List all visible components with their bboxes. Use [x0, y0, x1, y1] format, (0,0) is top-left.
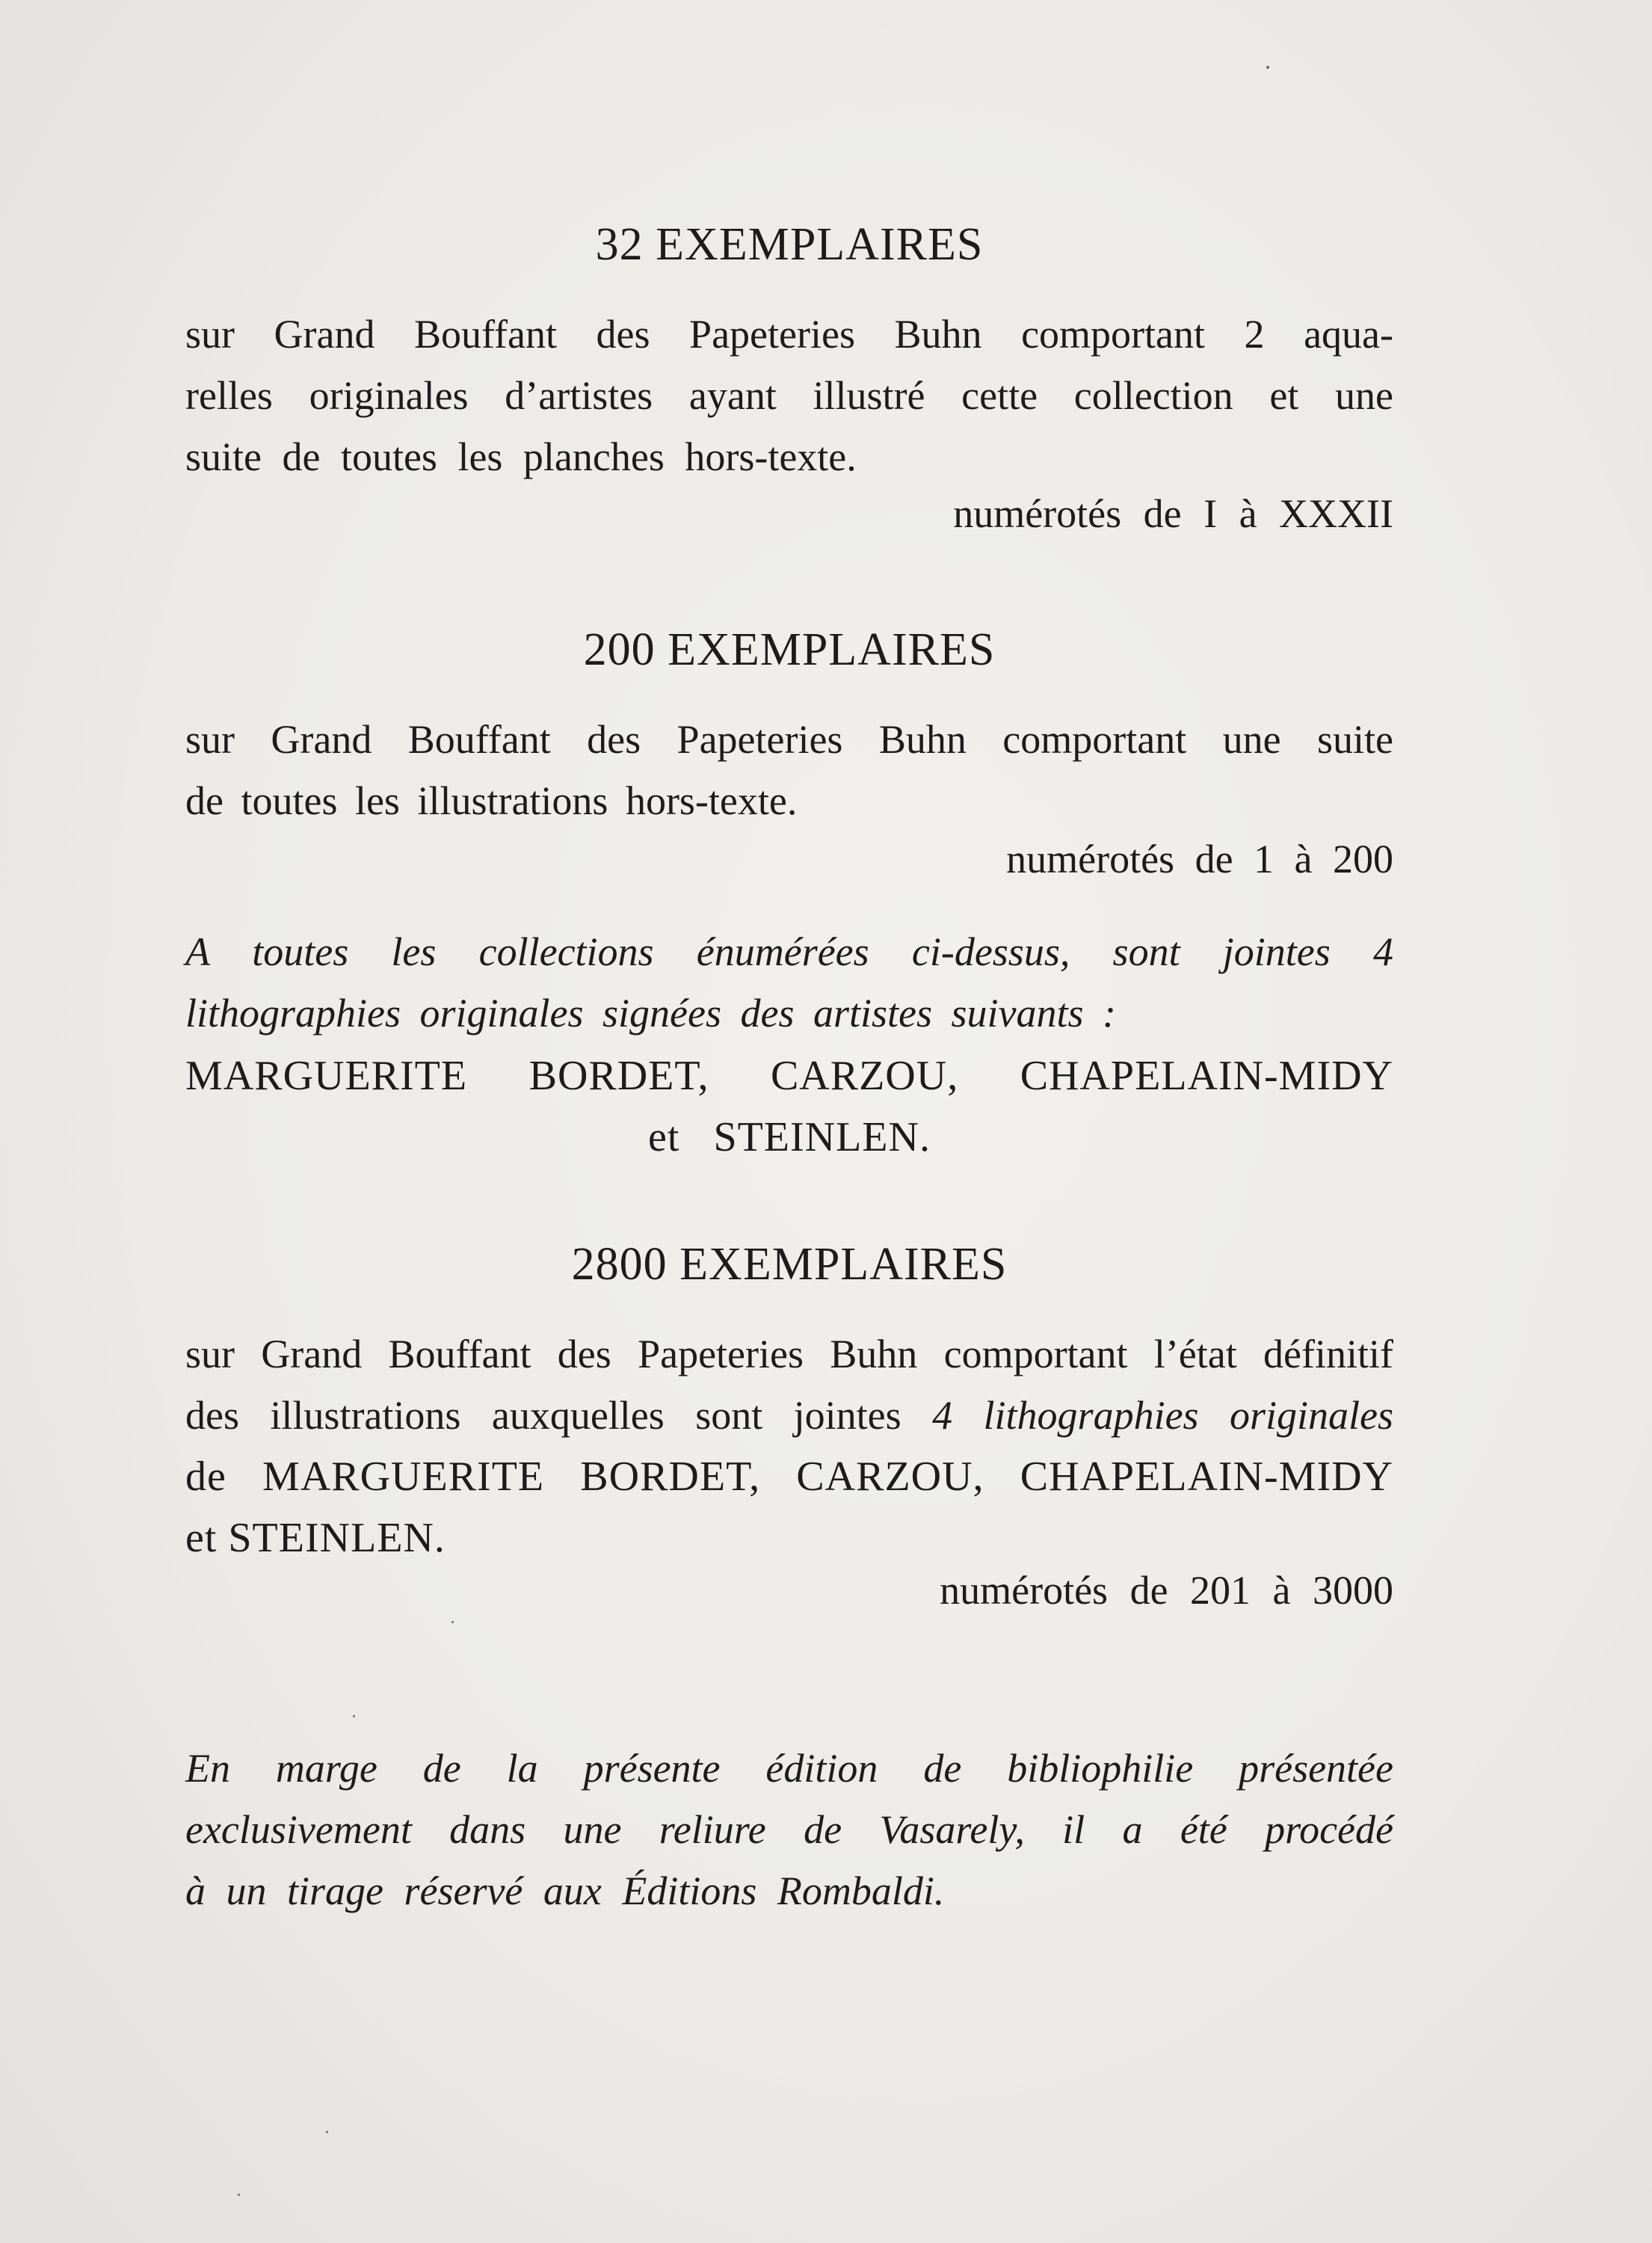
artists-line: de MARGUERITE BORDET, CARZOU, CHAPELAIN-MIDY: [185, 1453, 1393, 1500]
numbering-200: numérotés de 1 à 200: [1006, 837, 1393, 881]
body-line: sur Grand Bouffant des Papeteries Buhn comportant une suite: [185, 717, 1393, 762]
body-line: sur Grand Bouffant des Papeteries Buhn comportant 2 aqua-: [185, 312, 1393, 357]
body-text: des illustrations auxquelles sont jointes: [185, 1393, 901, 1438]
body-line: suite de toutes les planches hors-texte.: [185, 434, 857, 479]
body-line: sur Grand Bouffant des Papeteries Buhn comportant l’état définitif: [185, 1332, 1393, 1376]
paper-speck: [238, 2194, 240, 2196]
artists-line: et STEINLEN.: [648, 1114, 931, 1160]
italic-line: En marge de la présente édition de bibliophilie présentée: [185, 1746, 1393, 1791]
numbering-2800: numérotés de 201 à 3000: [940, 1568, 1393, 1613]
section-body-200: [185, 709, 1393, 831]
section-heading-32: 32 EXEMPLAIRES: [595, 219, 984, 270]
section-heading-2800: 2800 EXEMPLAIRES: [571, 1239, 1008, 1290]
paper-speck: [1266, 66, 1269, 69]
italic-line: lithographies originales signées des artistes suivants :: [185, 991, 1116, 1036]
section-body-32: [185, 304, 1393, 487]
section-heading-200: 200 EXEMPLAIRES: [583, 624, 996, 675]
body-line: [185, 1385, 1393, 1446]
closing-note: [185, 1738, 1393, 1922]
italic-line: exclusivement dans une reliure de Vasarely, il a été procédé: [185, 1807, 1393, 1852]
italic-text: 4 lithographies originales: [932, 1393, 1393, 1438]
paper-speck: [353, 1715, 355, 1717]
body-line: relles originales d’artistes ayant illustré cette collection et une: [185, 373, 1393, 418]
italic-line: à un tirage réservé aux Éditions Rombaldi.: [185, 1868, 945, 1913]
paper-speck: [326, 2131, 328, 2133]
paper-speck: [451, 1621, 454, 1623]
section-body-2800: [185, 1323, 1393, 1569]
numbering-32: numérotés de I à XXXII: [953, 491, 1393, 536]
artists-list: [185, 1045, 1393, 1168]
italic-line: A toutes les collections énumérées ci-dessus, sont jointes 4: [185, 929, 1393, 974]
artists-line: MARGUERITE BORDET, CARZOU, CHAPELAIN-MIDY: [185, 1053, 1393, 1099]
lithographs-note: [185, 921, 1393, 1044]
artists-line: et STEINLEN.: [185, 1515, 446, 1561]
body-line: de toutes les illustrations hors-texte.: [185, 778, 798, 823]
